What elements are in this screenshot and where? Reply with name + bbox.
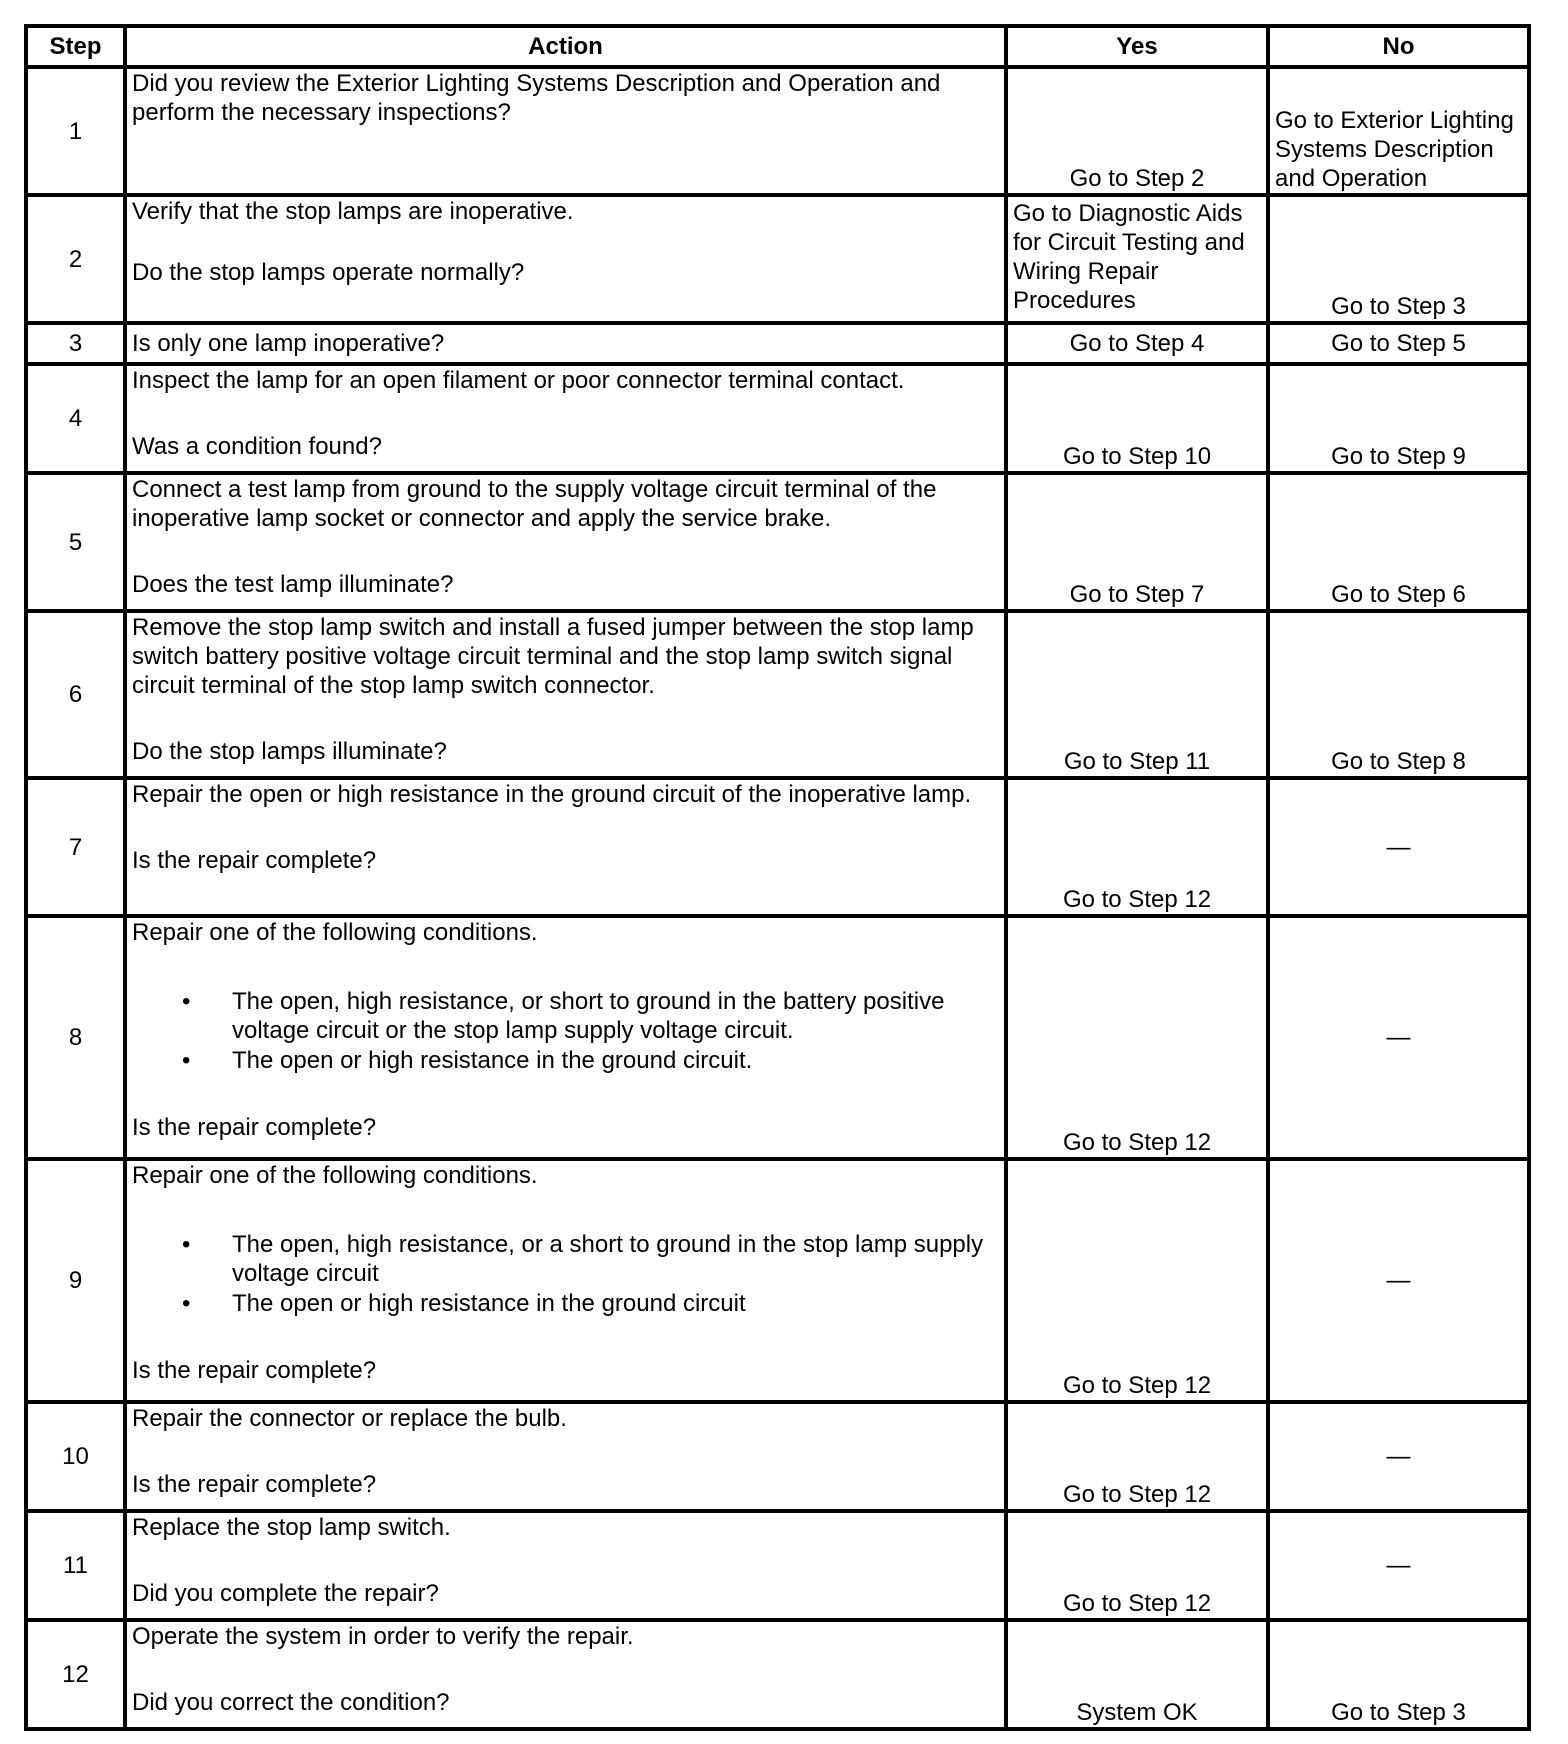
yes-cell: Go to Step 2 (1006, 67, 1268, 195)
no-cell: — (1268, 916, 1529, 1159)
header-row (26, 26, 1529, 67)
no-cell: Go to Exterior Lighting Systems Description and Operation (1268, 67, 1529, 195)
yes-cell: Go to Diagnostic Aids for Circuit Testing and Wiring Repair Procedures (1006, 195, 1268, 323)
yes-cell: Go to Step 4 (1006, 323, 1268, 364)
table-row (26, 1620, 1529, 1729)
action-text: Repair one of the following conditions. (132, 919, 538, 946)
table-row (26, 67, 1529, 195)
action-question: Is the repair complete? (132, 1471, 377, 1498)
table-row (26, 1402, 1529, 1511)
no-cell: — (1268, 1402, 1529, 1511)
action-text: Repair the open or high resistance in the ground circuit of the inoperative lamp. (132, 781, 972, 808)
header-step: Step (26, 26, 125, 67)
bullet-icon: • (182, 1047, 191, 1074)
action-cell (125, 67, 1006, 195)
list-item (132, 1289, 999, 1318)
step-number: 4 (26, 364, 125, 473)
action-cell (125, 1402, 1006, 1511)
table-row (26, 323, 1529, 364)
action-cell (125, 1511, 1006, 1620)
action-question: Do the stop lamps illuminate? (132, 738, 447, 765)
list-item (132, 1230, 999, 1288)
table-row (26, 1159, 1529, 1402)
no-cell: Go to Step 6 (1268, 473, 1529, 611)
action-text: Replace the stop lamp switch. (132, 1514, 451, 1541)
action-question: Is the repair complete? (132, 1357, 377, 1384)
list-item (132, 987, 999, 1045)
action-text: Repair the connector or replace the bulb. (132, 1405, 567, 1432)
bullet-icon: • (182, 988, 191, 1015)
action-question: Was a condition found? (132, 433, 382, 460)
action-cell (125, 1620, 1006, 1729)
action-cell (125, 364, 1006, 473)
table-row (26, 364, 1529, 473)
action-cell (125, 778, 1006, 916)
no-cell: Go to Step 9 (1268, 364, 1529, 473)
yes-cell: Go to Step 12 (1006, 1402, 1268, 1511)
action-cell (125, 916, 1006, 1159)
table-row (26, 611, 1529, 778)
header-action: Action (125, 26, 1006, 67)
action-text: Operate the system in order to verify the repair. (132, 1623, 634, 1650)
action-question: Is the repair complete? (132, 1114, 377, 1141)
step-number: 7 (26, 778, 125, 916)
step-number: 6 (26, 611, 125, 778)
diagnostic-table (24, 24, 1531, 1731)
conditions-list (132, 987, 999, 1075)
action-question: Does the test lamp illuminate? (132, 571, 454, 598)
yes-cell: Go to Step 12 (1006, 1159, 1268, 1402)
table-row (26, 916, 1529, 1159)
header-yes: Yes (1006, 26, 1268, 67)
yes-cell: Go to Step 12 (1006, 778, 1268, 916)
list-item (132, 1046, 999, 1075)
action-question: Did you correct the condition? (132, 1689, 450, 1716)
step-number: 9 (26, 1159, 125, 1402)
step-number: 3 (26, 323, 125, 364)
action-text: Connect a test lamp from ground to the supply voltage circuit terminal of the inoperative lamp socket or connector and apply the service brake. (132, 476, 937, 532)
conditions-list (132, 1230, 999, 1318)
action-text: Verify that the stop lamps are inoperative. (132, 198, 574, 225)
yes-cell: Go to Step 11 (1006, 611, 1268, 778)
table-row (26, 1511, 1529, 1620)
table-row (26, 778, 1529, 916)
table-row (26, 473, 1529, 611)
action-cell (125, 1159, 1006, 1402)
action-text: Inspect the lamp for an open filament or poor connector terminal contact. (132, 367, 905, 394)
step-number: 8 (26, 916, 125, 1159)
no-cell: — (1268, 778, 1529, 916)
table-row (26, 195, 1529, 323)
yes-cell: Go to Step 12 (1006, 1511, 1268, 1620)
no-cell: Go to Step 8 (1268, 611, 1529, 778)
yes-cell: Go to Step 10 (1006, 364, 1268, 473)
action-question: Is the repair complete? (132, 847, 377, 874)
action-cell (125, 195, 1006, 323)
condition-text: The open or high resistance in the ground circuit (232, 1290, 746, 1317)
step-number: 10 (26, 1402, 125, 1511)
action-text: Repair one of the following conditions. (132, 1162, 538, 1189)
no-cell: Go to Step 3 (1268, 195, 1529, 323)
condition-text: The open, high resistance, or short to ground in the battery positive voltage circuit or the stop lamp supply voltage circuit. (232, 988, 945, 1044)
step-number: 5 (26, 473, 125, 611)
action-question: Do the stop lamps operate normally? (132, 259, 525, 286)
action-text: Did you review the Exterior Lighting Systems Description and Operation and perform the necessary inspections? (132, 70, 941, 126)
step-number: 11 (26, 1511, 125, 1620)
action-cell (125, 323, 1006, 364)
header-no: No (1268, 26, 1529, 67)
step-number: 2 (26, 195, 125, 323)
action-question: Did you complete the repair? (132, 1580, 439, 1607)
yes-cell: System OK (1006, 1620, 1268, 1729)
action-cell (125, 473, 1006, 611)
bullet-icon: • (182, 1290, 191, 1317)
step-number: 1 (26, 67, 125, 195)
no-cell: — (1268, 1159, 1529, 1402)
condition-text: The open or high resistance in the ground circuit. (232, 1047, 753, 1074)
no-cell: Go to Step 3 (1268, 1620, 1529, 1729)
action-text: Remove the stop lamp switch and install a fused jumper between the stop lamp switch battery positive voltage circuit terminal and the stop lamp switch signal circuit terminal of the stop lamp switch connector. (132, 614, 974, 699)
step-number: 12 (26, 1620, 125, 1729)
no-cell: Go to Step 5 (1268, 323, 1529, 364)
action-text: Is only one lamp inoperative? (132, 330, 445, 357)
no-cell: — (1268, 1511, 1529, 1620)
yes-cell: Go to Step 12 (1006, 916, 1268, 1159)
action-cell (125, 611, 1006, 778)
yes-cell: Go to Step 7 (1006, 473, 1268, 611)
bullet-icon: • (182, 1231, 191, 1258)
condition-text: The open, high resistance, or a short to ground in the stop lamp supply voltage circuit (232, 1231, 984, 1287)
